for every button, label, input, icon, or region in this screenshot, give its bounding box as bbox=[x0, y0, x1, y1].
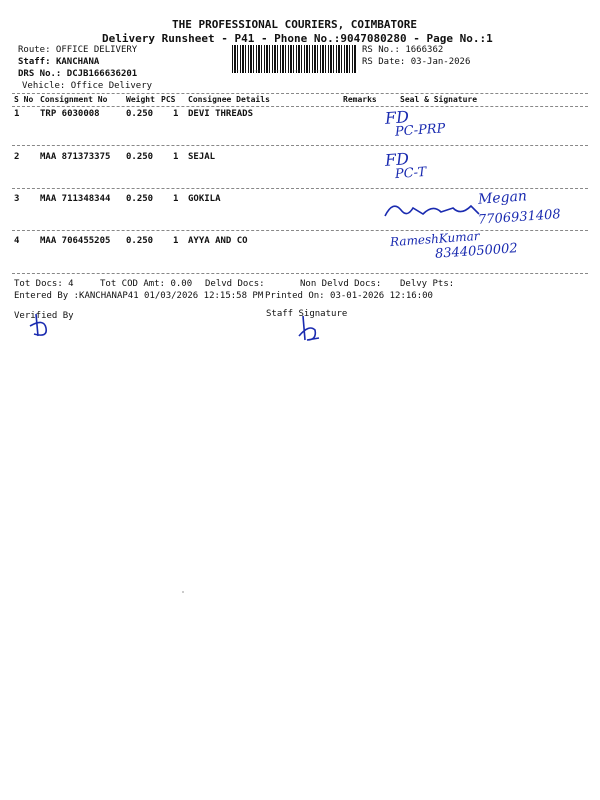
cell-consignee: SEJAL bbox=[188, 152, 216, 162]
cell-consignee: GOKILA bbox=[188, 194, 221, 204]
table-top-rule bbox=[12, 93, 588, 94]
column-header: PCS bbox=[161, 95, 176, 104]
table-header-rule bbox=[12, 106, 588, 107]
verifier-signature bbox=[26, 308, 56, 344]
staff-label: Staff: bbox=[18, 57, 51, 67]
printed-on: Printed On: 03-01-2026 12:16:00 bbox=[265, 291, 433, 301]
delvd-docs: Delvd Docs: bbox=[205, 279, 265, 289]
verified-by: Verified By bbox=[14, 311, 74, 321]
cell-cons: TRP 6030008 bbox=[40, 109, 100, 119]
cell-cons: MAA 706455205 bbox=[40, 236, 111, 246]
cell-pcs: 1 bbox=[173, 109, 179, 119]
company-title: THE PROFESSIONAL COURIERS, COIMBATORE bbox=[172, 18, 418, 31]
cell-weight: 0.250 bbox=[126, 236, 154, 246]
cell-pcs: 1 bbox=[173, 152, 179, 162]
row-rule bbox=[12, 188, 588, 189]
delvy-pts: Delvy Pts: bbox=[400, 279, 455, 289]
cell-pcs: 1 bbox=[173, 194, 179, 204]
cell-weight: 0.250 bbox=[126, 152, 154, 162]
staff-value: KANCHANA bbox=[55, 57, 100, 67]
staff-line bbox=[18, 57, 99, 67]
route-text: Route: OFFICE DELIVERY bbox=[18, 45, 138, 55]
column-header: Consignment No bbox=[40, 95, 108, 104]
column-header: Consignee Details bbox=[188, 95, 270, 104]
handwritten-sig2: PC-T bbox=[394, 164, 427, 183]
tot-docs: Tot Docs: 4 bbox=[14, 279, 74, 289]
signature-scribble bbox=[383, 196, 483, 226]
handwritten-sig1: FD bbox=[384, 149, 410, 170]
cell-consignee: DEVI THREADS bbox=[188, 109, 254, 119]
cell-weight: 0.250 bbox=[126, 194, 154, 204]
handwritten-sig1: Megan bbox=[477, 188, 528, 208]
column-header: Remarks bbox=[343, 95, 377, 104]
cell-sno: 1 bbox=[14, 109, 20, 119]
cell-cons: MAA 871373375 bbox=[40, 152, 111, 162]
staff-handwritten-signature bbox=[295, 312, 325, 348]
column-header: Weight bbox=[126, 95, 155, 104]
handwritten-sig1: FD bbox=[384, 107, 410, 128]
drs-line bbox=[18, 69, 137, 79]
barcode bbox=[232, 45, 357, 73]
scan-speck bbox=[182, 591, 184, 593]
column-header: Seal & Signature bbox=[400, 95, 478, 104]
cell-cons: MAA 711348344 bbox=[40, 194, 111, 204]
cell-pcs: 1 bbox=[173, 236, 179, 246]
row-rule bbox=[12, 230, 588, 231]
handwritten-sig2: 8344050002 bbox=[434, 241, 519, 262]
row-rule bbox=[12, 145, 588, 146]
drs-label: DRS No.: bbox=[18, 69, 62, 79]
cell-sno: 2 bbox=[14, 152, 20, 162]
tot-cod: Tot COD Amt: 0.00 bbox=[100, 279, 193, 289]
cell-consignee: AYYA AND CO bbox=[188, 236, 248, 246]
rs-number: RS No.: 1666362 bbox=[362, 45, 444, 55]
vehicle-text: Vehicle: Office Delivery bbox=[22, 81, 153, 91]
cell-sno: 3 bbox=[14, 194, 20, 204]
handwritten-sig1: RameshKumar bbox=[389, 228, 480, 250]
table-bottom-rule bbox=[12, 273, 588, 274]
cell-sno: 4 bbox=[14, 236, 20, 246]
cell-weight: 0.250 bbox=[126, 109, 154, 119]
runsheet-title: Delivery Runsheet - P41 - Phone No.:9047080280 - Page No.:1 bbox=[102, 32, 493, 45]
non-delvd-docs: Non Delvd Docs: bbox=[300, 279, 382, 289]
staff-signature-label: Staff Signature bbox=[266, 309, 348, 319]
column-header: S No bbox=[14, 95, 34, 104]
handwritten-sig2: PC-PRP bbox=[394, 121, 446, 140]
rs-date: RS Date: 03-Jan-2026 bbox=[362, 57, 471, 67]
entered-by: Entered By :KANCHANAP41 01/03/2026 12:15:58 PM bbox=[14, 291, 264, 301]
drs-value: DCJB166636201 bbox=[66, 69, 138, 79]
handwritten-sig2: 7706931408 bbox=[477, 207, 562, 228]
